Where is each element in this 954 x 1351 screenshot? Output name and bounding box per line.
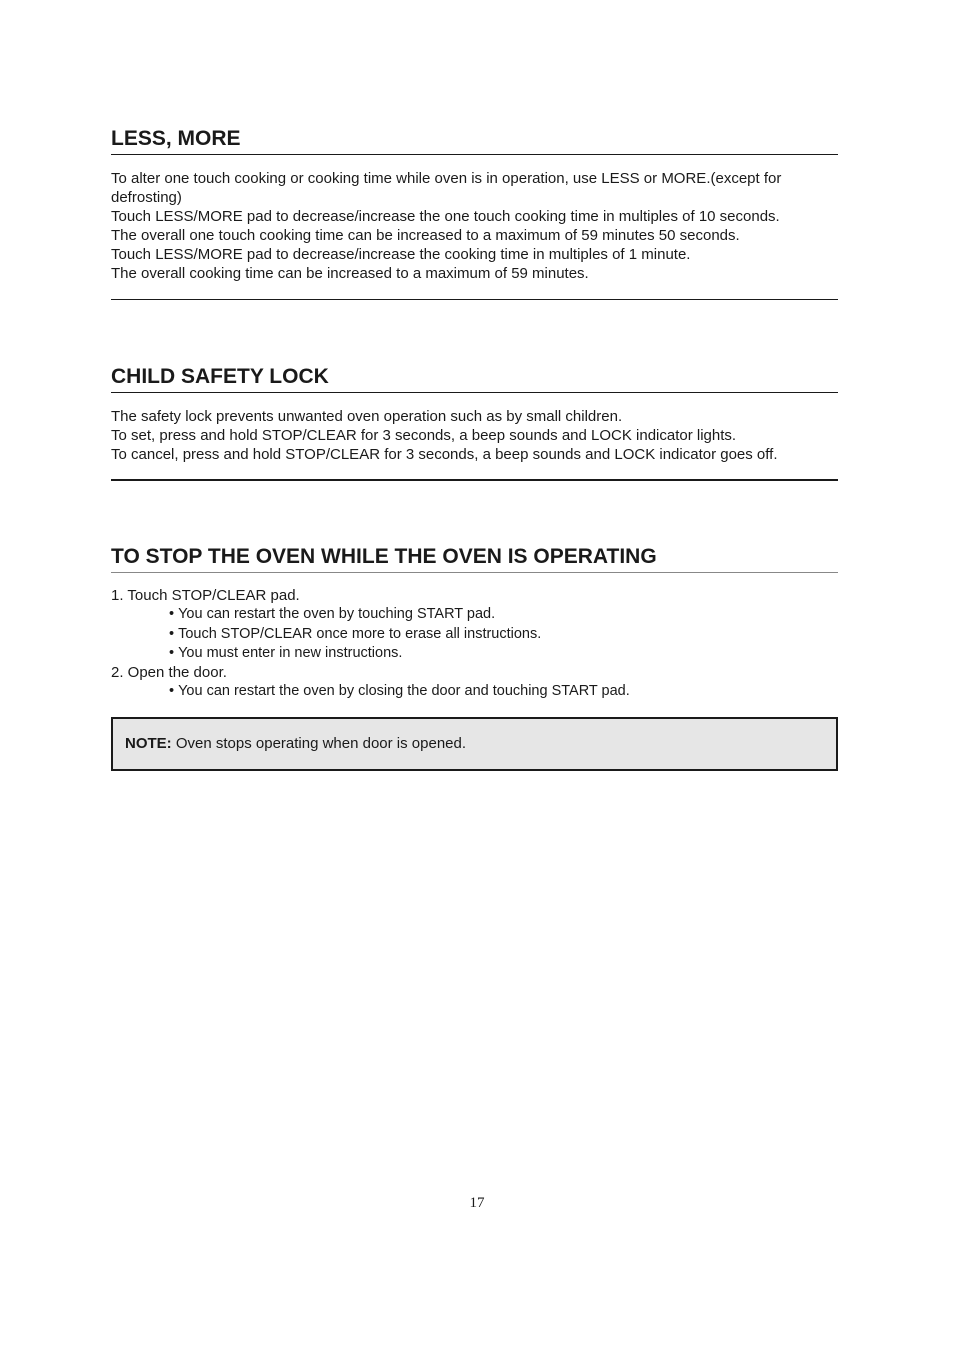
paragraph: To set, press and hold STOP/CLEAR for 3 seconds, a beep sounds and LOCK indicator lights. — [111, 427, 737, 444]
paragraph: Touch LESS/MORE pad to decrease/increase the one touch cooking time in multiples of 10 seconds. — [111, 208, 780, 225]
list-item-bullet: • Touch STOP/CLEAR once more to erase all instructions. — [111, 625, 838, 644]
bullet-icon: • — [169, 606, 175, 623]
list-item-step-2: 2. Open the door. — [111, 664, 227, 682]
note-text — [125, 734, 466, 753]
paragraph: To alter one touch cooking or cooking time while oven is in operation, use LESS or MORE.(except for defrosting) — [111, 170, 782, 206]
bullet-icon: • — [169, 683, 175, 700]
paragraph: Touch LESS/MORE pad to decrease/increase the cooking time in multiples of 1 minute. — [111, 246, 691, 263]
section-heading-child-lock: CHILD SAFETY LOCK — [111, 364, 838, 393]
section-divider — [111, 299, 838, 300]
section-stop-oven — [111, 544, 838, 702]
bullet-icon: • — [169, 644, 175, 661]
note-box — [111, 717, 838, 771]
section-heading-stop-oven: TO STOP THE OVEN WHILE THE OVEN IS OPERATING — [111, 544, 838, 573]
page-number: 17 — [469, 1195, 485, 1211]
bullet-icon: • — [169, 625, 175, 642]
steps-list — [111, 586, 838, 702]
note-body: Oven stops operating when door is opened. — [171, 735, 467, 752]
section-heading-less-more: LESS, MORE — [111, 126, 838, 155]
paragraph: The overall cooking time can be increased to a maximum of 59 minutes. — [111, 265, 589, 282]
note-label: NOTE: — [125, 735, 172, 752]
section-child-lock — [111, 364, 838, 464]
section-body-less-more — [111, 169, 838, 283]
section-body-child-lock — [111, 407, 838, 464]
section-less-more — [111, 126, 838, 283]
paragraph: The safety lock prevents unwanted oven operation such as by small children. — [111, 408, 623, 425]
paragraph: The overall one touch cooking time can be increased to a maximum of 59 minutes 50 seconds. — [111, 227, 740, 244]
paragraph: To cancel, press and hold STOP/CLEAR for 3 seconds, a beep sounds and LOCK indicator goes off. — [111, 446, 778, 463]
list-item-bullet: • You can restart the oven by touching START pad. — [111, 605, 838, 624]
list-item-bullet: • You can restart the oven by closing the door and touching START pad. — [111, 682, 838, 701]
section-divider — [111, 479, 838, 481]
list-item-step-1: 1. Touch STOP/CLEAR pad. — [111, 587, 300, 604]
list-item-bullet: • You must enter in new instructions. — [111, 644, 838, 663]
